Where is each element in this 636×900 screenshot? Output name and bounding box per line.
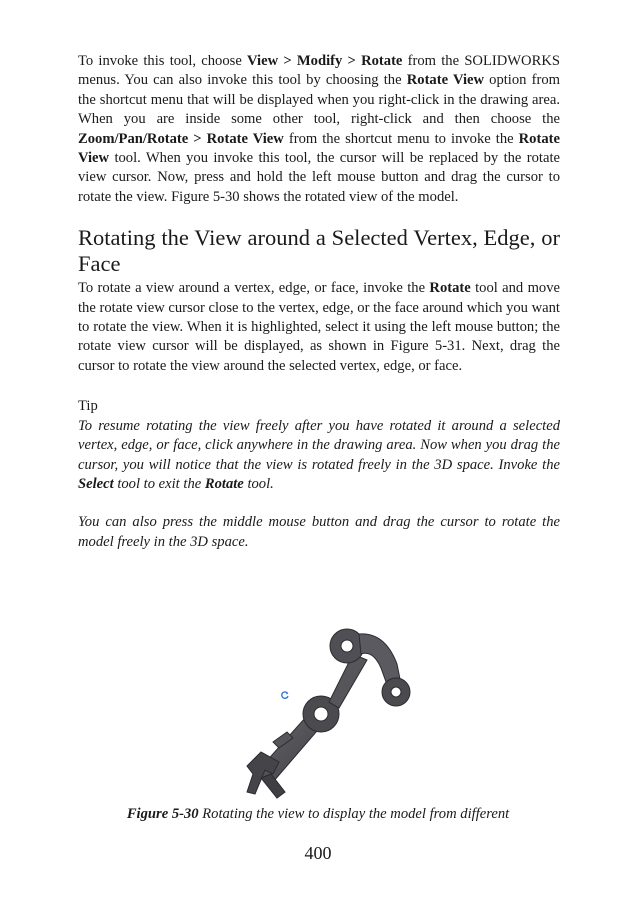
page-number: 400 bbox=[304, 843, 332, 863]
rotate-view-tool: Rotate View bbox=[78, 130, 560, 167]
paragraph-intro: To invoke this tool, choose View > Modify > Rotate from the SOLIDWORKS menus. You can also invoke this tool by choosing the Rotate View option from the shortcut menu that will be displayed when you right-click in the drawing area. When you are inside some other tool, right-click and then choose the Zoom/Pan/Rotate > Rotate View from the shortcut menu to invoke the Rotate View tool. When you invoke this tool, the cursor will be replaced by the rotate view cursor. Now, press and hold the left mouse button and drag the cursor to rotate the view. Figure 5-30 shows the rotated view of the model. bbox=[78, 53, 560, 205]
figure-label: Figure 5-30 bbox=[126, 806, 199, 822]
paragraph-middle-mouse: You can also press the middle mouse button and drag the cursor to rotate the model freely in the 3D space. bbox=[78, 514, 560, 550]
select-tool: Select bbox=[78, 475, 114, 492]
figure-caption-text: Rotating the view to display the model from different bbox=[198, 806, 510, 822]
rotate-tool: Rotate bbox=[429, 280, 471, 297]
shortcut-menu-path: Zoom/Pan/Rotate > Rotate View bbox=[78, 130, 284, 147]
tip-text: To resume rotating the view freely after you have rotated it around a selected vertex, edge, or face, click anywhere in the drawing area. Now when you drag the cursor, you will notice that the view is rotated freely in the 3D space. Invoke the Select tool to exit the Rotate tool. bbox=[78, 417, 560, 492]
rotate-view-option: Rotate View bbox=[406, 72, 485, 89]
paragraph-rotate-selection: To rotate a view around a vertex, edge, or face, invoke the Rotate tool and move the rotate view cursor close to the vertex, edge, or the face around which you want to rotate the view. When it is highlighted, select it using the left mouse button; the rotate view cursor will be displayed, as shown in Figure 5-31. Next, drag the cursor to rotate the view around the selected vertex, edge, or face. bbox=[78, 280, 560, 374]
rotated-model-figure bbox=[225, 624, 415, 804]
figure-caption bbox=[0, 806, 636, 823]
page-body bbox=[78, 52, 560, 552]
section-heading: Rotating the View around a Selected Vertex, Edge, or Face bbox=[78, 225, 560, 277]
menu-path: View > Modify > Rotate bbox=[247, 53, 403, 69]
tip-label: Tip bbox=[78, 398, 98, 415]
rotate-tool-ref: Rotate bbox=[204, 475, 244, 492]
